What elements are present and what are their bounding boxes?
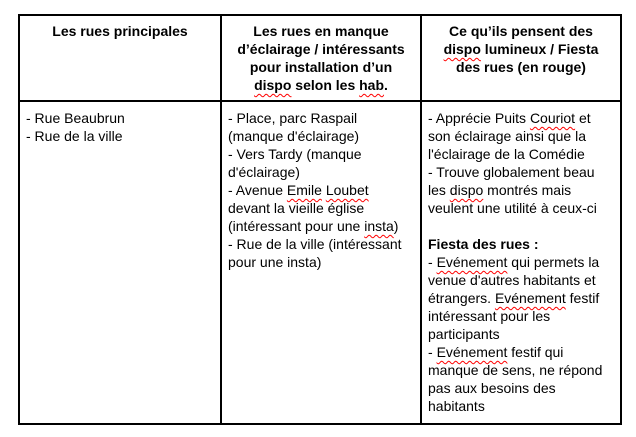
text-line bbox=[428, 199, 618, 217]
misspelled-word: dispo bbox=[254, 77, 292, 93]
text-line bbox=[22, 22, 218, 40]
body-row bbox=[19, 101, 621, 424]
text-segment: festif bbox=[565, 290, 600, 306]
text-line bbox=[428, 307, 618, 325]
text-line bbox=[224, 58, 418, 76]
text-segment: pour une insta) bbox=[228, 254, 322, 270]
text-line bbox=[428, 235, 618, 253]
text-segment: et bbox=[575, 110, 591, 126]
text-line bbox=[424, 22, 618, 40]
text-segment: Ce qu’ils pensent des bbox=[449, 23, 593, 39]
text-segment: devant la vieille église bbox=[228, 200, 365, 216]
text-line bbox=[224, 22, 418, 40]
text-segment: (manque d'éclairage) bbox=[228, 128, 360, 144]
cell-avis-dispo-fiesta bbox=[421, 101, 621, 424]
text-segment: veulent une utilité à ceux-ci bbox=[428, 200, 597, 216]
text-segment: qui permets la bbox=[507, 254, 600, 270]
misspelled-word: Couriot bbox=[529, 110, 576, 126]
text-segment: . bbox=[384, 77, 388, 93]
text-segment: des rues (en rouge) bbox=[456, 59, 586, 75]
text-line bbox=[428, 343, 618, 361]
text-segment: - bbox=[428, 254, 437, 270]
text-line bbox=[428, 145, 618, 163]
text-segment: habitants bbox=[428, 398, 485, 414]
text-segment: - Place, parc Raspail bbox=[228, 110, 358, 126]
text-segment: selon les bbox=[291, 77, 360, 93]
text-line bbox=[228, 109, 418, 127]
misspelled-word: Emile bbox=[286, 182, 322, 198]
text-segment: intéressant pour les bbox=[428, 308, 551, 324]
text-line bbox=[228, 217, 418, 235]
misspelled-word: Evénement bbox=[494, 290, 566, 306]
text-segment: d'éclairage) bbox=[228, 164, 300, 180]
misspelled-word: insta bbox=[364, 218, 394, 234]
misspelled-word: Evénement bbox=[436, 254, 508, 270]
header-cell-rues-principales bbox=[19, 15, 221, 101]
misspelled-word: dispo bbox=[443, 41, 481, 57]
text-line bbox=[428, 253, 618, 271]
streets-lighting-table bbox=[18, 14, 622, 425]
text-segment: l'éclairage de la Comédie bbox=[428, 146, 585, 162]
text-line bbox=[228, 163, 418, 181]
text-segment: - Apprécie Puits bbox=[428, 110, 530, 126]
misspelled-word: Evénement bbox=[436, 344, 508, 360]
text-segment: Les rues principales bbox=[52, 23, 188, 39]
text-line bbox=[428, 379, 618, 397]
header-cell-avis-dispo-fiesta bbox=[421, 15, 621, 101]
text-line bbox=[26, 109, 218, 127]
text-line bbox=[224, 40, 418, 58]
text-line bbox=[428, 127, 618, 145]
text-line bbox=[224, 76, 418, 94]
text-segment: - bbox=[428, 344, 437, 360]
header-cell-rues-manque-eclairage bbox=[221, 15, 421, 101]
text-line bbox=[228, 253, 418, 271]
text-line bbox=[428, 163, 618, 181]
text-line bbox=[228, 199, 418, 217]
text-segment: - Vers Tardy (manque bbox=[228, 146, 362, 162]
text-line bbox=[26, 127, 218, 145]
misspelled-word: Loubet bbox=[325, 182, 369, 198]
text-segment: son éclairage ainsi que la bbox=[428, 128, 586, 144]
text-segment: montrés mais bbox=[483, 182, 572, 198]
text-segment: - Rue de la ville bbox=[26, 128, 123, 144]
text-line bbox=[228, 145, 418, 163]
text-line bbox=[424, 58, 618, 76]
text-segment: (intéressant pour une bbox=[228, 218, 365, 234]
text-line bbox=[228, 181, 418, 199]
text-segment: d’éclairage / intéressants bbox=[237, 41, 405, 57]
text-line bbox=[424, 40, 618, 58]
text-line bbox=[228, 127, 418, 145]
cell-rues-manque-eclairage bbox=[221, 101, 421, 424]
text-segment: pour installation d’un bbox=[249, 59, 393, 75]
text-segment: pas aux besoins des bbox=[428, 380, 556, 396]
text-segment: ) bbox=[393, 218, 399, 234]
misspelled-word: dispo bbox=[449, 182, 484, 198]
text-segment: Fiesta des rues : bbox=[428, 236, 539, 252]
text-line bbox=[428, 109, 618, 127]
text-segment: festif qui bbox=[507, 344, 564, 360]
text-segment: venue d'autres habitants et bbox=[428, 272, 596, 288]
text-segment: Les rues en manque bbox=[253, 23, 389, 39]
text-segment: - Rue Beaubrun bbox=[26, 110, 125, 126]
text-line bbox=[428, 289, 618, 307]
text-segment: étrangers. bbox=[428, 290, 495, 306]
text-segment: participants bbox=[428, 326, 500, 342]
text-line bbox=[428, 271, 618, 289]
text-line bbox=[228, 235, 418, 253]
text-segment: manque de sens, ne répond bbox=[428, 362, 603, 378]
text-segment: lumineux / Fiesta bbox=[480, 41, 599, 57]
text-segment: - Rue de la ville (intéressant bbox=[228, 236, 402, 252]
text-line bbox=[428, 397, 618, 415]
text-line bbox=[428, 217, 618, 235]
text-line bbox=[428, 325, 618, 343]
text-line bbox=[428, 181, 618, 199]
text-segment: - Trouve globalement beau bbox=[428, 164, 595, 180]
text-segment: - Avenue bbox=[228, 182, 287, 198]
header-row bbox=[19, 15, 621, 101]
misspelled-word: hab bbox=[359, 77, 385, 93]
cell-rues-principales bbox=[19, 101, 221, 424]
text-line bbox=[428, 361, 618, 379]
text-segment: les bbox=[428, 182, 450, 198]
